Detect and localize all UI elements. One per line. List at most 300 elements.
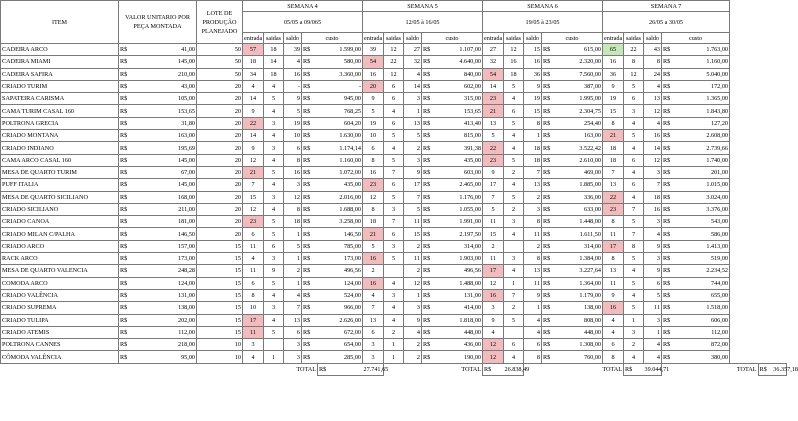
saldo-cell: 5: [284, 105, 302, 117]
valor-unitario: 210,00: [143, 68, 197, 80]
saidas-cell: 14: [264, 56, 284, 68]
custo-cell: 1.885,00: [558, 179, 603, 191]
currency-symbol: R$: [542, 44, 558, 56]
currency-symbol: R$: [119, 240, 143, 252]
entrada-cell: 21: [483, 105, 504, 117]
table-row: [1, 93, 787, 105]
saldo-cell: 18: [644, 191, 662, 203]
table-row: [1, 351, 787, 363]
entrada-cell: 7: [243, 179, 264, 191]
custo-cell: 1.688,00: [318, 203, 363, 215]
custo-cell: 380,00: [678, 351, 730, 363]
valor-unitario: 43,00: [143, 80, 197, 92]
custo-cell: 436,00: [438, 339, 483, 351]
valor-unitario: 67,00: [143, 166, 197, 178]
custo-cell: 1.308,00: [558, 339, 603, 351]
entrada-cell: 8: [243, 289, 264, 301]
custo-cell: 496,56: [318, 265, 363, 277]
custo-cell: 3.522,42: [558, 142, 603, 154]
lote-planejado: 15: [197, 302, 243, 314]
saidas-cell: 5: [384, 130, 404, 142]
table-row: [1, 228, 787, 240]
lote-planejado: 20: [197, 80, 243, 92]
saldo-cell: 8: [524, 351, 542, 363]
currency-symbol: R$: [119, 314, 143, 326]
currency-symbol: R$: [119, 228, 143, 240]
currency-symbol: R$: [119, 130, 143, 142]
saidas-cell: 2: [504, 203, 524, 215]
custo-cell: 524,00: [318, 289, 363, 301]
currency-symbol: R$: [662, 117, 678, 129]
table-row: [1, 142, 787, 154]
item-name: CÔMODA VALÊNCIA: [1, 351, 119, 363]
saidas-cell: 3: [264, 253, 284, 265]
lote-planejado: 15: [197, 289, 243, 301]
currency-symbol: R$: [422, 265, 438, 277]
entrada-cell: 34: [243, 68, 264, 80]
saldo-cell: 11: [404, 253, 422, 265]
currency-symbol: R$: [302, 339, 318, 351]
entrada-cell: 11: [483, 253, 504, 265]
currency-symbol: R$: [422, 93, 438, 105]
item-name: POLTRONA GRECIA: [1, 117, 119, 129]
item-name: CRIADO MILAN C/PALHA: [1, 228, 119, 240]
saidas-cell: 4: [384, 302, 404, 314]
entrada-header: entrada: [364, 34, 383, 42]
entrada-cell: 8: [603, 117, 624, 129]
currency-symbol: R$: [542, 265, 558, 277]
entrada-cell: 8: [603, 253, 624, 265]
currency-symbol: R$: [422, 277, 438, 289]
custo-cell: 1.384,00: [558, 253, 603, 265]
currency-symbol: R$: [542, 351, 558, 363]
currency-symbol: R$: [422, 351, 438, 363]
saidas-cell: 4: [624, 289, 644, 301]
currency-symbol: R$: [302, 277, 318, 289]
custo-cell: 124,00: [318, 277, 363, 289]
saidas-cell: 5: [624, 80, 644, 92]
currency-symbol: R$: [662, 154, 678, 166]
entrada-cell: 16: [603, 56, 624, 68]
entrada-cell: 14: [483, 80, 504, 92]
entrada-cell: 17: [243, 314, 264, 326]
saidas-cell: 3: [624, 105, 644, 117]
saldo-cell: 13: [524, 265, 542, 277]
currency-symbol: R$: [302, 216, 318, 228]
currency-symbol: R$: [662, 44, 678, 56]
saldo-cell: 15: [524, 44, 542, 56]
entrada-cell: 9: [243, 105, 264, 117]
entrada-cell: 23: [603, 203, 624, 215]
currency-symbol: R$: [302, 154, 318, 166]
item-name: POLTRONA CANNES: [1, 339, 119, 351]
currency-symbol: R$: [662, 166, 678, 178]
currency-symbol: R$: [662, 326, 678, 338]
blank-cell: [243, 363, 284, 375]
entrada-cell: 6: [363, 142, 384, 154]
saidas-cell: 6: [264, 240, 284, 252]
currency-symbol: R$: [422, 44, 438, 56]
lote-planejado: 20: [197, 142, 243, 154]
lote-planejado: 15: [197, 253, 243, 265]
saidas-header: saidas: [624, 33, 644, 44]
blank-cell: [384, 363, 422, 375]
entrada-header: entrada: [484, 34, 503, 42]
custo-cell: 163,00: [558, 130, 603, 142]
totals-row: [1, 363, 787, 375]
saidas-cell: 5: [504, 314, 524, 326]
currency-symbol: R$: [302, 56, 318, 68]
entrada-cell: 14: [243, 130, 264, 142]
custo-cell: 2.016,00: [318, 191, 363, 203]
saidas-cell: 7: [624, 228, 644, 240]
saldo-cell: 9: [644, 265, 662, 277]
saidas-cell: 12: [504, 44, 524, 56]
table-row: [1, 130, 787, 142]
saldo-cell: 2: [404, 142, 422, 154]
saidas-cell: 5: [624, 277, 644, 289]
saidas-cell: 4: [264, 80, 284, 92]
entrada-cell: 16: [603, 302, 624, 314]
entrada-cell: 5: [483, 203, 504, 215]
custo-cell: 469,00: [558, 166, 603, 178]
saidas-cell: 3: [624, 326, 644, 338]
custo-cell: 285,00: [318, 351, 363, 363]
entrada-cell: 11: [483, 216, 504, 228]
custo-cell: 314,00: [438, 240, 483, 252]
custo-cell: 1.488,00: [438, 277, 483, 289]
table-row: [1, 253, 787, 265]
entrada-cell: 13: [483, 117, 504, 129]
saidas-cell: 7: [384, 166, 404, 178]
custo-cell: 744,00: [678, 277, 730, 289]
saidas-cell: 4: [624, 191, 644, 203]
saidas-cell: [504, 326, 524, 338]
custo-cell: 1.072,00: [318, 166, 363, 178]
currency-symbol: R$: [542, 216, 558, 228]
saidas-cell: 4: [504, 179, 524, 191]
entrada-cell: 16: [363, 68, 384, 80]
saidas-cell: 7: [504, 289, 524, 301]
saidas-cell: 22: [624, 44, 644, 56]
currency-symbol: R$: [119, 302, 143, 314]
custo-cell: 1.107,00: [438, 44, 483, 56]
saldo-cell: 9: [524, 289, 542, 301]
item-name: CRIADO SICILIANO: [1, 203, 119, 215]
saldo-cell: 5: [644, 289, 662, 301]
custo-cell: 2.465,00: [438, 179, 483, 191]
saidas-cell: 4: [624, 142, 644, 154]
custo-cell: 655,00: [678, 289, 730, 301]
currency-symbol: R$: [302, 203, 318, 215]
currency-symbol: R$: [542, 154, 558, 166]
custo-cell: -: [318, 80, 363, 92]
currency-symbol: R$: [119, 80, 143, 92]
saldo-cell: 11: [524, 228, 542, 240]
currency-symbol: R$: [624, 363, 644, 375]
entrada-cell: 3: [483, 302, 504, 314]
entrada-cell: 8: [363, 203, 384, 215]
currency-symbol: R$: [662, 289, 678, 301]
lote-planejado: 50: [197, 56, 243, 68]
currency-symbol: R$: [119, 117, 143, 129]
table-row: [1, 339, 787, 351]
entrada-cell: 15: [603, 105, 624, 117]
saidas-cell: 2: [504, 302, 524, 314]
total-label: TOTAL: [422, 363, 483, 375]
saldo-cell: 19: [284, 117, 302, 129]
custo-cell: 3.258,00: [318, 216, 363, 228]
saidas-cell: 4: [264, 179, 284, 191]
item-name: CRIADO TURIM: [1, 80, 119, 92]
custo-cell: 496,56: [438, 265, 483, 277]
custo-cell: 615,00: [558, 44, 603, 56]
valor-unitario: 173,00: [143, 253, 197, 265]
custo-cell: 672,00: [318, 326, 363, 338]
currency-symbol: R$: [302, 289, 318, 301]
valor-unitario: 163,00: [143, 130, 197, 142]
valor-unitario: 181,00: [143, 216, 197, 228]
item-name: CRIADO INDIANO: [1, 142, 119, 154]
entrada-cell: 3: [363, 339, 384, 351]
entrada-cell: 16: [363, 253, 384, 265]
saidas-cell: 5: [384, 191, 404, 203]
currency-symbol: R$: [542, 166, 558, 178]
saldo-cell: 2: [524, 191, 542, 203]
lote-planejado: 20: [197, 130, 243, 142]
entrada-cell: 21: [363, 228, 384, 240]
saidas-cell: 4: [624, 117, 644, 129]
currency-symbol: R$: [662, 130, 678, 142]
currency-symbol: R$: [662, 56, 678, 68]
saldo-cell: 3: [284, 339, 302, 351]
currency-symbol: R$: [422, 154, 438, 166]
entrada-cell: 9: [243, 142, 264, 154]
custo-cell: 1.448,00: [558, 216, 603, 228]
saidas-cell: 6: [384, 80, 404, 92]
currency-symbol: R$: [302, 105, 318, 117]
entrada-cell: 6: [363, 326, 384, 338]
entrada-cell: 12: [483, 277, 504, 289]
saidas-cell: 6: [384, 93, 404, 105]
semana-4-dates: 05/05 a 09/065: [243, 12, 363, 33]
table-row: [1, 68, 787, 80]
currency-symbol: R$: [422, 253, 438, 265]
table-row: [1, 56, 787, 68]
saldo-cell: 13: [404, 117, 422, 129]
currency-symbol: R$: [662, 93, 678, 105]
custo-cell: 633,00: [558, 203, 603, 215]
entrada-cell: 8: [603, 351, 624, 363]
item-name: MESA DE QUARTO TURIM: [1, 166, 119, 178]
entrada-cell: 16: [363, 277, 384, 289]
table-row: [1, 302, 787, 314]
semana-7-header: SEMANA 7: [603, 1, 730, 12]
item-name: CADEIRA ARCO: [1, 44, 119, 56]
saidas-cell: [384, 265, 404, 277]
saidas-cell: 9: [264, 265, 284, 277]
saidas-cell: 1: [384, 351, 404, 363]
semana-6-dates: 19/05 à 23/05: [483, 12, 603, 33]
saldo-cell: 3: [284, 179, 302, 191]
currency-symbol: R$: [302, 93, 318, 105]
blank-cell: [662, 363, 730, 375]
total-value: 26.838,49: [504, 363, 524, 375]
custo-cell: 1.179,00: [558, 289, 603, 301]
entrada-cell: 17: [483, 265, 504, 277]
saldo-cell: 32: [404, 56, 422, 68]
currency-symbol: R$: [542, 80, 558, 92]
custo-cell: 1.055,00: [438, 203, 483, 215]
saldo-cell: 7: [644, 179, 662, 191]
valor-unitario: 168,00: [143, 191, 197, 203]
currency-symbol: R$: [119, 105, 143, 117]
currency-symbol: R$: [422, 179, 438, 191]
valor-unitario: 157,00: [143, 240, 197, 252]
currency-symbol: R$: [662, 253, 678, 265]
saldo-cell: 6: [644, 277, 662, 289]
lote-planejado: 15: [197, 265, 243, 277]
saldo-header: saldo: [404, 33, 422, 44]
valor-unitario: 218,00: [143, 339, 197, 351]
saldo-cell: 4: [644, 117, 662, 129]
custo-cell: 173,00: [318, 253, 363, 265]
custo-cell: 1.015,00: [678, 179, 730, 191]
currency-symbol: R$: [662, 80, 678, 92]
currency-symbol: R$: [302, 314, 318, 326]
lote-planejado: 15: [197, 277, 243, 289]
custo-header: custo: [302, 33, 363, 44]
saldo-cell: 3: [644, 314, 662, 326]
custo-cell: 414,00: [438, 302, 483, 314]
custo-cell: 2.739,66: [678, 142, 730, 154]
saldo-cell: 4: [524, 326, 542, 338]
entrada-cell: 18: [603, 142, 624, 154]
entrada-cell: 10: [363, 130, 384, 142]
valor-unitario: 153,65: [143, 105, 197, 117]
currency-symbol: R$: [662, 240, 678, 252]
saldo-cell: 18: [284, 216, 302, 228]
valor-unitario: 211,00: [143, 203, 197, 215]
saidas-cell: 3: [264, 142, 284, 154]
entrada-cell: 5: [483, 130, 504, 142]
saldo-cell: 3: [644, 253, 662, 265]
entrada-cell: 4: [243, 253, 264, 265]
semana-5-header: SEMANA 5: [363, 1, 483, 12]
saldo-cell: -: [284, 80, 302, 92]
saldo-cell: 8: [284, 203, 302, 215]
entrada-cell: 57: [243, 44, 264, 56]
currency-symbol: R$: [662, 203, 678, 215]
currency-symbol: R$: [119, 166, 143, 178]
saidas-cell: 2: [384, 326, 404, 338]
currency-symbol: R$: [422, 80, 438, 92]
currency-symbol: R$: [422, 339, 438, 351]
valor-unitario: 145,00: [143, 154, 197, 166]
saidas-cell: 4: [504, 93, 524, 105]
saidas-cell: 5: [624, 216, 644, 228]
currency-symbol: R$: [542, 142, 558, 154]
custo-cell: 2.610,00: [558, 154, 603, 166]
custo-header: custo: [422, 33, 483, 44]
saldo-cell: 9: [524, 80, 542, 92]
custo-cell: 580,00: [318, 56, 363, 68]
currency-symbol: R$: [542, 68, 558, 80]
currency-symbol: R$: [662, 277, 678, 289]
saldo-cell: 13: [284, 314, 302, 326]
entrada-cell: 18: [603, 154, 624, 166]
entrada-cell: 22: [603, 191, 624, 203]
currency-symbol: R$: [302, 351, 318, 363]
currency-symbol: R$: [422, 289, 438, 301]
item-name: CADEIRA MIAMI: [1, 56, 119, 68]
currency-symbol: R$: [119, 93, 143, 105]
entrada-cell: 17: [603, 240, 624, 252]
valor-unitario: 131,00: [143, 289, 197, 301]
currency-symbol: R$: [422, 117, 438, 129]
entrada-cell: 23: [363, 179, 384, 191]
saidas-cell: 5: [264, 93, 284, 105]
currency-symbol: R$: [119, 253, 143, 265]
saidas-cell: 3: [264, 117, 284, 129]
saidas-cell: 6: [504, 105, 524, 117]
currency-symbol: R$: [302, 130, 318, 142]
entrada-cell: 19: [363, 117, 384, 129]
entrada-cell: 4: [363, 289, 384, 301]
custo-cell: 1.763,00: [678, 44, 730, 56]
valor-unitario: 41,00: [143, 44, 197, 56]
currency-symbol: R$: [302, 302, 318, 314]
item-name: CRIADO ATEMIS: [1, 326, 119, 338]
table-row: [1, 240, 787, 252]
entrada-cell: 5: [363, 240, 384, 252]
item-name: MESA DE QUARTO SICILIANO: [1, 191, 119, 203]
saidas-cell: 2: [624, 339, 644, 351]
entrada-cell: 39: [363, 44, 384, 56]
currency-symbol: R$: [662, 142, 678, 154]
saldo-cell: 3: [404, 93, 422, 105]
currency-symbol: R$: [422, 240, 438, 252]
saldo-cell: 18: [524, 154, 542, 166]
currency-symbol: R$: [302, 240, 318, 252]
custo-cell: 602,00: [438, 80, 483, 92]
saidas-cell: 5: [264, 216, 284, 228]
entrada-cell: 22: [243, 117, 264, 129]
lote-planejado: 20: [197, 191, 243, 203]
custo-cell: 2.197,50: [438, 228, 483, 240]
saidas-cell: 4: [504, 228, 524, 240]
saidas-cell: 4: [504, 265, 524, 277]
saldo-cell: 17: [404, 179, 422, 191]
saldo-cell: 7: [404, 191, 422, 203]
item-name: CRIADO TULIPA: [1, 314, 119, 326]
saldo-cell: 13: [524, 179, 542, 191]
custo-cell: 2.304,75: [558, 105, 603, 117]
entrada-cell: 16: [483, 289, 504, 301]
saidas-cell: 1: [624, 314, 644, 326]
table-row: [1, 105, 787, 117]
lote-planejado: 15: [197, 240, 243, 252]
item-name: CRIADO VALÊNCIA: [1, 289, 119, 301]
entrada-cell: 8: [603, 216, 624, 228]
entrada-cell: 65: [603, 44, 624, 56]
saldo-cell: 12: [644, 105, 662, 117]
item-name: CRIADO SUPREMA: [1, 302, 119, 314]
valor-unitario: 145,00: [143, 179, 197, 191]
saidas-header: saidas: [504, 33, 524, 44]
saldo-cell: 2: [524, 240, 542, 252]
saldo-cell: 1: [644, 326, 662, 338]
